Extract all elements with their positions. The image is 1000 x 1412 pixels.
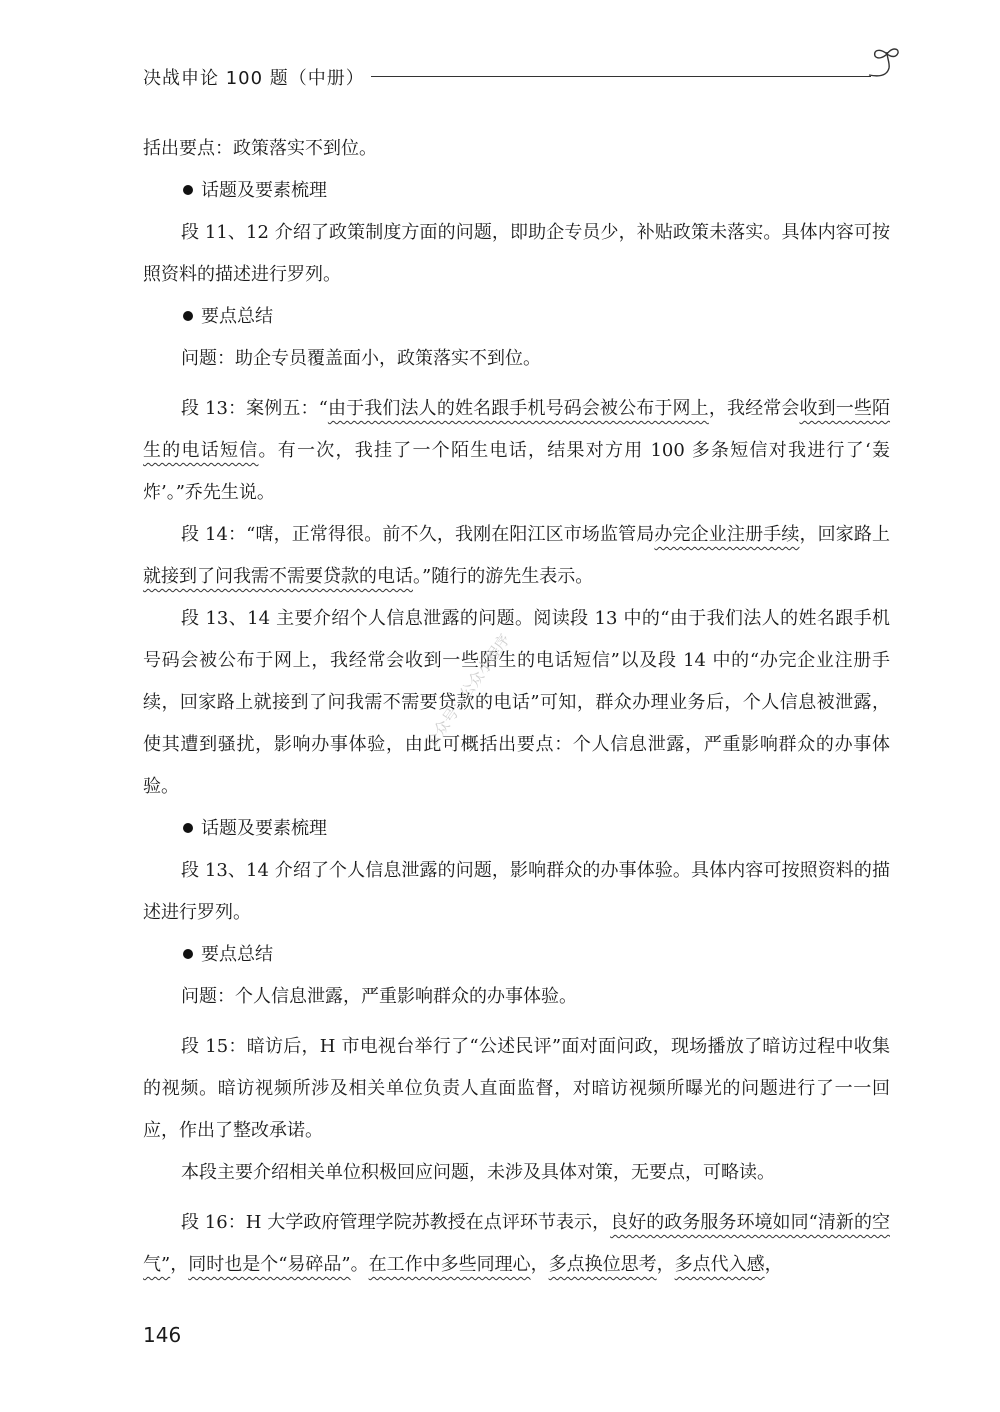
material-paragraph: 段 14：“嗐，正常得很。前不久，我刚在阳江区市场监管局办完企业注册手续，回家路上就接到了问我需不需要贷款的电话。”随行的游先生表示。	[143, 524, 890, 587]
bullet-heading	[143, 296, 890, 338]
wavy-underline: 多点代入感	[674, 1254, 765, 1275]
wavy-underline: 在工作中多些同理心	[368, 1254, 531, 1275]
watermark: 公众号：公众小程序	[421, 630, 514, 752]
wavy-underline: 收到一些陌生的电话短信	[143, 398, 891, 461]
paragraph: 本段主要介绍相关单位积极回应问题，未涉及具体对策，无要点，可略读。	[181, 1162, 775, 1183]
paragraph: 段 11、12 介绍了政策制度方面的问题，即助企专员少，补贴政策未落实。具体内容可按照资料的描述进行罗列。	[143, 222, 890, 285]
material-paragraph: 段 15：暗访后，H 市电视台举行了“公述民评”面对面问政，现场播放了暗访过程中收集的视频。暗访视频所涉及相关单位负责人直面监督，对暗访视频所曝光的问题进行了一一回应，作出了整改承诺。	[143, 1036, 890, 1141]
wavy-underline: 就接到了问我需不需要贷款的电话	[143, 566, 413, 587]
paragraph: 问题：个人信息泄露，严重影响群众的办事体验。	[181, 986, 577, 1007]
bullet-heading	[143, 808, 890, 850]
wavy-underline: 多点换位思考	[548, 1254, 657, 1275]
page-number: 146	[143, 1323, 182, 1347]
paragraph: 问题：助企专员覆盖面小，政策落实不到位。	[181, 348, 541, 369]
book-title: 决战申论 100 题（中册）	[143, 68, 365, 89]
header-rule	[371, 76, 871, 77]
page-body	[143, 128, 890, 1286]
bullet-dot	[183, 185, 193, 195]
bullet-dot	[183, 823, 193, 833]
wavy-underline: 良好的政务服务环境如同“清新的空气”	[143, 1212, 890, 1275]
bullet-dot	[183, 311, 193, 321]
wavy-underline: 办完企业注册手续	[654, 524, 800, 545]
bullet-label: 话题及要素梳理	[201, 818, 327, 839]
material-paragraph: 段 13：案例五：“由于我们法人的姓名跟手机号码会被公布于网上，我经常会收到一些陌生的电话短信。有一次，我挂了一个陌生电话，结果对方用 100 多条短信对我进行了‘轰炸’。”乔先生说。	[143, 398, 891, 503]
material-paragraph: 段 16：H 大学政府管理学院苏教授在点评环节表示，良好的政务服务环境如同“清新的空气”，同时也是个“易碎品”。在工作中多些同理心，多点换位思考，多点代入感，	[143, 1212, 890, 1275]
bullet-label: 要点总结	[201, 944, 273, 965]
paragraph: 段 13、14 介绍了个人信息泄露的问题，影响群众的办事体验。具体内容可按照资料的描述进行罗列。	[143, 860, 890, 923]
bullet-label: 要点总结	[201, 306, 273, 327]
paragraph: 括出要点：政策落实不到位。	[143, 138, 377, 159]
bullet-label: 话题及要素梳理	[201, 180, 327, 201]
bullet-dot	[183, 949, 193, 959]
wavy-underline: 由于我们法人的姓名跟手机号码会被公布于网上	[327, 398, 709, 419]
wavy-underline: 同时也是个“易碎品”	[188, 1254, 351, 1275]
bullet-heading	[143, 170, 890, 212]
running-header	[143, 60, 903, 96]
sprout-icon	[865, 44, 905, 88]
bullet-heading	[143, 934, 890, 976]
paragraph: 段 13、14 主要介绍个人信息泄露的问题。阅读段 13 中的“由于我们法人的姓名跟手机号码会被公布于网上，我经常会收到一些陌生的电话短信”以及段 14 中的“办完企业注册手续，回家路上就接到了问我需不需要贷款的电话”可知，群众办理业务后，个人信息被泄露，使其遭到骚扰，影响办事体验，由此可概括出要点：个人信息泄露，严重影响群众的办事体验。	[143, 608, 890, 797]
